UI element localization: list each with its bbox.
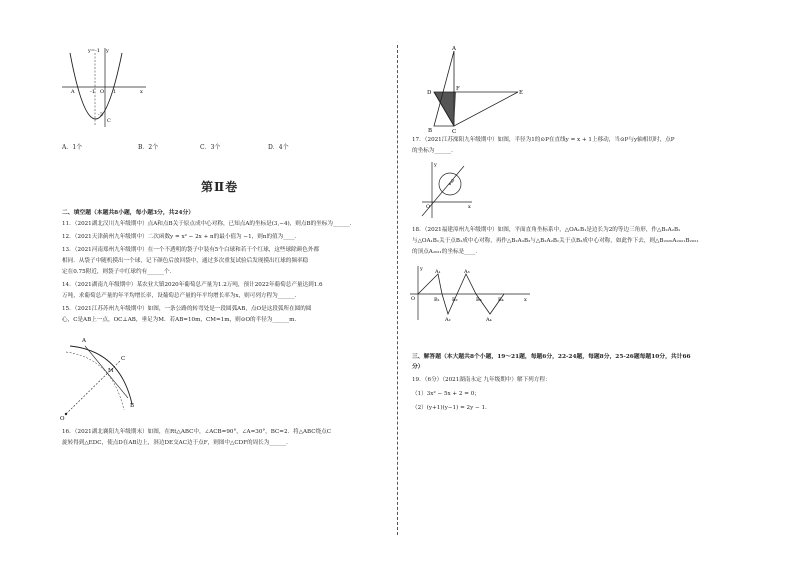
volume-title: 第Ⅱ卷 (201, 180, 239, 194)
label-c: C (121, 356, 126, 362)
parabola-figure (60, 45, 150, 130)
q19-part1: （1）3x² − 5x + 2 = 0； (412, 391, 480, 397)
option-d: D．4个 (268, 144, 289, 151)
road-arc-inner (66, 352, 124, 410)
q13-line1: 13．（2021河南郑州九年级期中）在一个不透明的袋子中装有5个白球和若干个红球，这些球除颜色外都 (62, 247, 320, 253)
label-b2: B₂ (452, 297, 458, 303)
label-y: y (106, 48, 109, 54)
q14-line1: 14．（2021湖南九年级期中）某农业大镇2020年葡萄总产量为1.2万吨，预计2022年葡萄总产量达到1.6 (62, 282, 323, 288)
label-m: M (108, 368, 114, 374)
section2-heading: 二、填空题（本题共8小题，每小题3分，共24分） (62, 210, 195, 216)
q15-line2: 心，C是AB上一点，OC⊥AB，垂足为M．若AB=10m，CM=1m，则⊙O的半径为______m． (62, 317, 301, 323)
label-b1: B₁ (434, 297, 440, 303)
label-b: B (130, 403, 135, 409)
chord-ab (85, 346, 128, 398)
label-f: F (456, 86, 460, 92)
label-x: x (468, 204, 471, 210)
arc-figure (58, 326, 148, 421)
label-o: O (411, 296, 416, 302)
label-c: C (452, 129, 457, 135)
section3-heading: 三、解答题（本大题共8个小题，19～21题，每题6分，22-24题，每题8分，25-26题每题10分，共计66 (412, 354, 691, 360)
q18-line3: 的顶点A₂₀₂₁的坐标是____． (412, 249, 481, 255)
q16-line1: 16．（2021湖北襄阳九年级期末）如图，在Rt△ABC中，∠ACB=90°，∠A=30°，BC=2．将△ABC绕点C (62, 429, 332, 435)
center-o (65, 413, 67, 415)
option-a: A．1个 (62, 144, 83, 151)
label-x: x (524, 297, 527, 303)
q16-line2: 旋转得到△EDC，使点D在AB边上，斜边DE交AC边于点F，则图中△CDF的周长为______． (62, 440, 292, 446)
road-arc-outer (70, 346, 132, 404)
q19-part2: （2）(y+1)(y−1) = 2y − 1． (412, 405, 491, 411)
label-a: A (452, 46, 456, 52)
label-1: 1 (113, 89, 117, 95)
option-c: C．3个 (200, 144, 221, 151)
label-o: O (426, 204, 431, 210)
label-a: A (82, 338, 86, 344)
q17-line2: 的坐标为______． (412, 148, 457, 154)
label-c: C (107, 118, 111, 124)
label-a3: A₃ (464, 269, 470, 275)
q17-line1: 17．（2021江苏溧阳九年级期中）如图，半径为1的⊙P在直线y = x + 1上移动，当⊙P与y轴相切时，点P (412, 137, 675, 143)
column-divider (397, 45, 398, 535)
q18-line2: 与△OA₁B₁关于点B₁成中心对称，再作△B₂A₃B₃与△B₂A₂B₁关于点B₂成中心对称，如此作下去，则△B₂₀₂₀A₂₀₂₁B₂₀₂₁ (412, 238, 699, 244)
parabola-curve (70, 53, 122, 119)
label-b3: B₃ (476, 297, 482, 303)
label-symmetry: y=-1 (88, 48, 100, 54)
label-x: x (140, 89, 143, 95)
label-e: E (519, 90, 524, 96)
option-b: B．2个 (138, 144, 159, 151)
circle-figure (420, 160, 475, 220)
label-p: P (451, 179, 455, 185)
label-a4: A₄ (486, 317, 492, 323)
label-y: y (420, 266, 423, 272)
q14-line2: 万吨，求葡萄总产量的年平均增长率，设葡萄总产量的年平均增长率为x，则可列方程为______． (62, 293, 301, 299)
q18-line1: 18．（2021福建漳州九年级期中）如图，平面直角坐标系中，△OA₁B₁是边长为2的等边三角形，作△B₂A₂B₁ (412, 227, 681, 233)
q15-line1: 15．（2021江苏苏州九年级期中）如图，一条公路的转弯处是一段圆弧AB，点O是这段弧所在圆的圆 (62, 306, 312, 312)
section3-heading-cont: 分） (412, 364, 424, 370)
label-d: D (427, 90, 432, 96)
label-b: B (428, 128, 433, 134)
q13-line2: 相同．从袋子中随机摸出一个球，记下颜色后放回袋中，通过多次重复试验后发现摸出红球的频率稳 (62, 258, 309, 264)
triangle-figure (420, 45, 530, 135)
label-o: O (100, 89, 105, 95)
q11: 11．（2021湖北汉川九年级期中）点A和点B关于原点成中心对称，已知点A的坐标是(3,−4)，则点B的坐标为______． (62, 221, 356, 227)
label-b4: B₄ (498, 297, 504, 303)
label-a: A (71, 89, 75, 95)
q13-line3: 定在0.75附近，则袋子中红球约有______个． (62, 269, 176, 275)
label-a1: A₁ (435, 269, 441, 275)
label-y: y (434, 162, 437, 168)
label-o: O (60, 416, 65, 421)
label-neg3: -3 (98, 112, 103, 118)
zigzag-figure (408, 264, 533, 324)
label-neg1: -1 (90, 89, 95, 95)
q19: 19．（6分）（2021湖南永定 九年级期中）解下列方程： (412, 377, 551, 383)
q12: 12．（2021天津蓟州九年级期中）二次函数y = x² − 2x + n的最小值为 −1，则n的值为____． (62, 234, 301, 240)
label-a2: A₂ (445, 317, 451, 323)
